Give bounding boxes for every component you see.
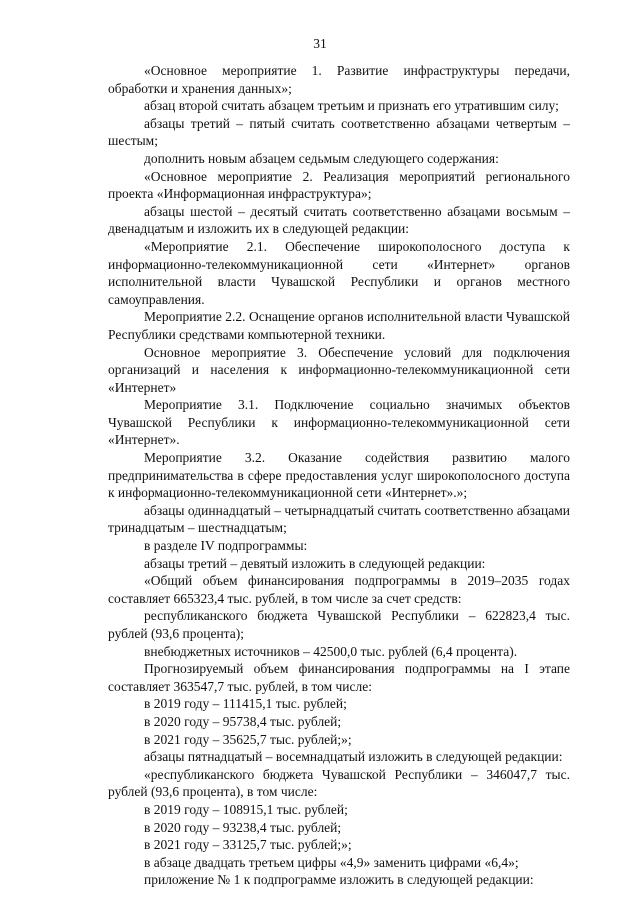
paragraph: в разделе IV подпрограммы: (144, 538, 308, 554)
paragraph: Мероприятие 3.1. Подключение социально значимых объектов Чувашской Республики к информационно-телекоммуникационной сети «Интернет». (108, 397, 570, 448)
paragraph: «Основное мероприятие 2. Реализация мероприятий регионального проекта «Информационная инфраструктура»; (108, 168, 570, 202)
paragraph: приложение № 1 к подпрограмме изложить в следующей редакции: (144, 872, 534, 888)
paragraph: абзацы шестой – десятый считать соответственно абзацами восьмым – двенадцатым и изложить их в следующей редакции: (108, 203, 570, 237)
paragraph: в абзаце двадцать третьем цифры «4,9» заменить цифрами «6,4»; (144, 854, 519, 870)
paragraph: республиканского бюджета Чувашской Республики – 622823,4 тыс. рублей (93,6 процента); (108, 608, 570, 641)
paragraph: абзацы одиннадцатый – четырнадцатый считать соответственно абзацами тринадцатым – шестнадцатым; (108, 502, 570, 536)
paragraph: в 2019 году – 111415,1 тыс. рублей; (144, 696, 347, 712)
paragraph: Мероприятие 2.2. Оснащение органов исполнительной власти Чувашской Республики средствами компьютерной техники. (108, 309, 570, 342)
paragraph: «Основное мероприятие 1. Развитие инфраструктуры передачи, обработки и хранения данных»; (108, 63, 570, 96)
paragraph: абзацы пятнадцатый – восемнадцатый изложить в следующей редакции: (144, 749, 563, 765)
paragraph: дополнить новым абзацем седьмым следующего содержания: (144, 150, 499, 166)
page-number: 31 (313, 36, 327, 51)
paragraph: Мероприятие 3.2. Оказание содействия развитию малого предпринимательства в сфере предоставления услуг широкополосного доступа к информационно-телекоммуникационной сети «Интернет».»; (108, 450, 570, 501)
paragraph: Прогнозируемый объем финансирования подпрограммы на I этапе составляет 363547,7 тыс. рублей, в том числе: (108, 661, 570, 694)
paragraph: внебюджетных источников – 42500,0 тыс. рублей (6,4 процента). (144, 643, 518, 659)
paragraph: Основное мероприятие 3. Обеспечение условий для подключения организаций и населения к информационно-телекоммуникационной сети «Интернет» (108, 344, 570, 395)
paragraph: абзацы третий – пятый считать соответственно абзацами четвертым – шестым; (108, 115, 570, 149)
paragraph: в 2019 году – 108915,1 тыс. рублей; (144, 801, 348, 817)
paragraph: абзацы третий – девятый изложить в следующей редакции: (144, 555, 486, 571)
document-body (108, 62, 570, 889)
paragraph: «республиканского бюджета Чувашской Республики – 346047,7 тыс. рублей (93,6 процента), в том числе: (108, 766, 570, 800)
paragraph: в 2020 году – 95738,4 тыс. рублей; (144, 713, 342, 729)
paragraph: в 2020 году – 93238,4 тыс. рублей; (144, 819, 342, 835)
paragraph: в 2021 году – 35625,7 тыс. рублей;»; (144, 731, 352, 747)
paragraph: в 2021 году – 33125,7 тыс. рублей;»; (144, 837, 352, 853)
paragraph: абзац второй считать абзацем третьим и признать его утратившим силу; (144, 98, 559, 114)
paragraph: «Общий объем финансирования подпрограммы в 2019–2035 годах составляет 665323,4 тыс. рублей, в том числе за счет средств: (108, 573, 570, 606)
paragraph: «Мероприятие 2.1. Обеспечение широкополосного доступа к информационно-телекоммуникационной сети «Интернет» органов исполнительной власти Чувашской Республики и органов местного самоуправления. (108, 238, 570, 307)
